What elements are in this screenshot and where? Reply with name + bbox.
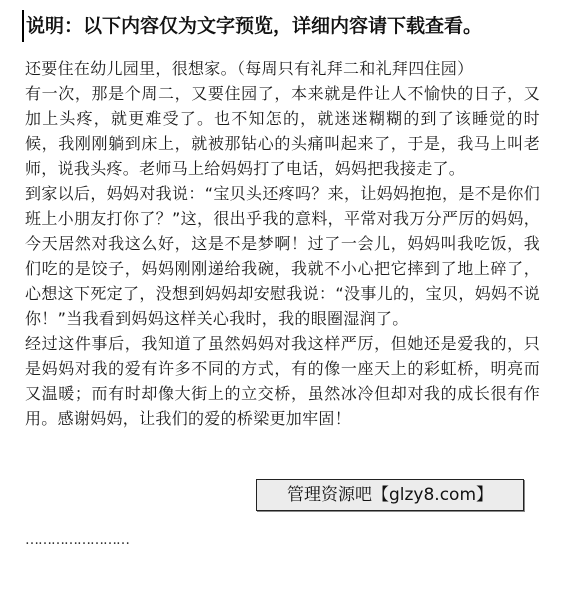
preview-notice: 说明：以下内容仅为文字预览，详细内容请下载查看。 — [22, 10, 578, 42]
document-body — [25, 56, 540, 431]
ellipsis-line: …………………… — [25, 532, 129, 548]
paragraph: 有一次，那是个周二，又要住园了，本来就是件让人不愉快的日子，又加上头疼，就更难受了。也不知怎的，就迷迷糊糊的到了该睡觉的时候，我刚刚躺到床上，就被那钻心的头痛叫起来了，于是，我马上叫老师，说我头疼。老师马上给妈妈打了电话，妈妈把我接走了。 — [25, 84, 540, 178]
paragraph: 经过这件事后，我知道了虽然妈妈对我这样严厉，但她还是爱我的，只是妈妈对我的爱有许多不同的方式，有的像一座天上的彩虹桥，明亮而又温暖；而有时却像大街上的立交桥，虽然冰冷但却对我的成长很有作用。感谢妈妈，让我们的爱的桥梁更加牢固！ — [25, 334, 540, 428]
site-watermark: 管理资源吧【glzy8.com】 — [256, 479, 524, 511]
paragraph: 到家以后，妈妈对我说：“宝贝头还疼吗？来，让妈妈抱抱，是不是你们班上小朋友打你了？”这，很出乎我的意料，平常对我万分严厉的妈妈，今天居然对我这么好，这是不是梦啊！过了一会儿，妈妈叫我吃饭，我们吃的是饺子，妈妈刚刚递给我碗，我就不小心把它摔到了地上碎了，心想这下死定了，没想到妈妈却安慰我说：“没事儿的，宝贝，妈妈不说你！”当我看到妈妈这样关心我时，我的眼圈湿润了。 — [25, 184, 540, 328]
paragraph: 还要住在幼儿园里，很想家。（每周只有礼拜二和礼拜四住园） — [25, 59, 474, 78]
